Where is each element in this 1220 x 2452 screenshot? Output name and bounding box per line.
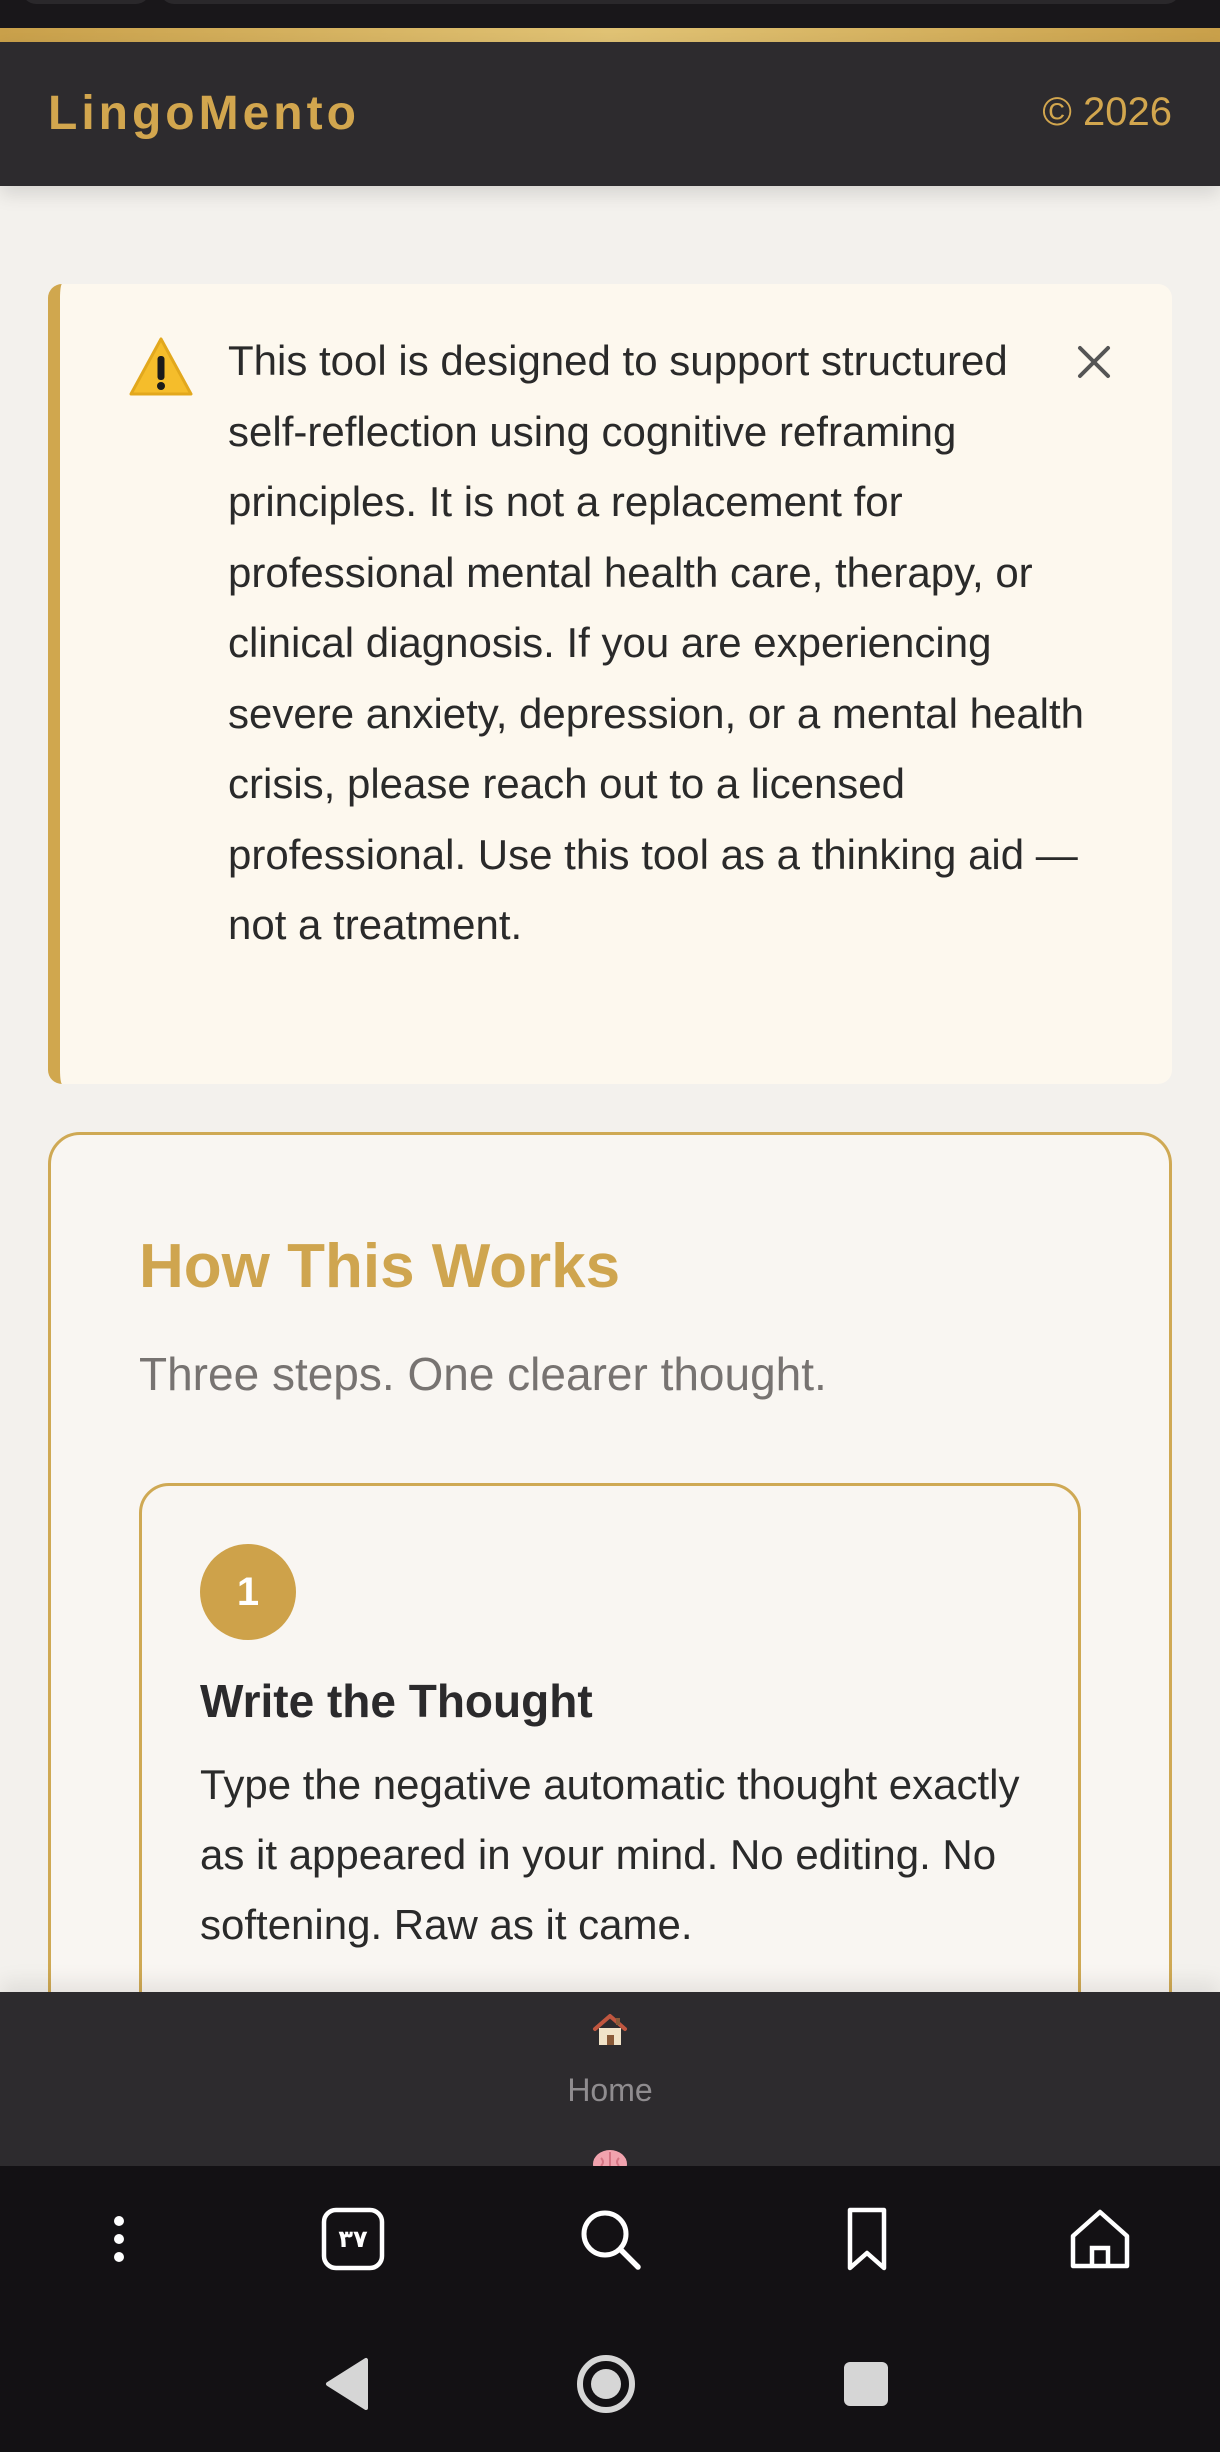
system-navigation-bar [0, 2312, 1220, 2452]
browser-address-bar-edge [160, 0, 1180, 4]
brand-logo[interactable]: LingoMento [48, 87, 360, 140]
house-icon [590, 2010, 630, 2050]
menu-dots-icon[interactable] [84, 2204, 154, 2274]
recents-icon[interactable] [834, 2352, 898, 2416]
home-icon[interactable] [1065, 2204, 1135, 2274]
nav-item-label: Home [567, 2072, 653, 2108]
step-title: Write the Thought [200, 1675, 593, 1727]
copyright-text: © 2026 [1042, 90, 1172, 134]
app-header [0, 42, 1220, 186]
step-card [139, 1483, 1081, 2043]
bookmark-icon[interactable] [832, 2204, 902, 2274]
close-icon[interactable] [1072, 340, 1116, 384]
nav-item-home[interactable] [0, 1992, 1220, 2122]
browser-tab-nub [22, 0, 150, 4]
step-description: Type the negative automatic thought exactly as it appeared in your mind. No editing. No softening. Raw as it came. [200, 1761, 1020, 1948]
how-it-works-card [48, 1132, 1172, 2132]
disclaimer-banner [48, 284, 1172, 1084]
home-circle-icon[interactable] [574, 2352, 638, 2416]
bottom-navigation [0, 1992, 1220, 2166]
warning-icon [128, 336, 194, 398]
disclaimer-text: This tool is designed to support structured self-reflection using cognitive reframing principles. It is not a replacement for professional mental health care, therapy, or clinical diagnosis. If you are experiencing severe anxiety, depression, or a mental health crisis, please reach out to a licensed professional. Use this tool as a thinking aid — not a treatment. [228, 337, 1085, 948]
brain-icon[interactable] [590, 2144, 630, 2166]
search-icon[interactable] [575, 2204, 645, 2274]
browser-toolbar [0, 2166, 1220, 2312]
tab-count: ۳۷ [338, 2225, 368, 2253]
tabs-button[interactable] [318, 2204, 388, 2274]
section-subtitle: Three steps. One clearer thought. [139, 1348, 827, 1400]
section-title: How This Works [139, 1232, 621, 1301]
back-icon[interactable] [316, 2352, 380, 2416]
browser-top-strip [0, 0, 1220, 28]
header-accent-line [0, 28, 1220, 42]
step-number-badge: 1 [200, 1544, 296, 1640]
